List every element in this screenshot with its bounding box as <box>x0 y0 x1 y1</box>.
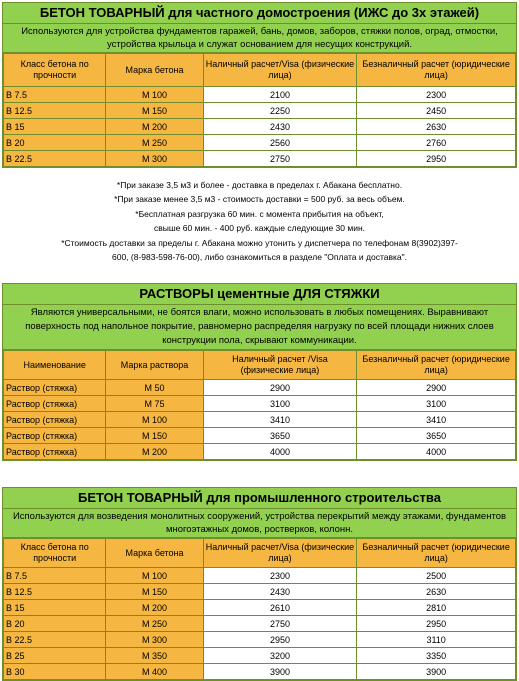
grade-cell: М 150 <box>106 584 203 600</box>
section-screed-mortar <box>2 283 517 461</box>
class-cell: В 25 <box>4 648 106 664</box>
cash-price-cell: 2100 <box>203 87 357 103</box>
class-cell: В 20 <box>4 135 106 151</box>
grade-cell: М 400 <box>106 664 203 680</box>
section-private-concrete <box>2 2 517 168</box>
grade-cell: М 250 <box>106 135 203 151</box>
name-cell: Раствор (стяжка) <box>4 444 106 460</box>
cashless-price-cell: 3110 <box>357 632 516 648</box>
class-cell: В 22.5 <box>4 151 106 167</box>
cashless-price-cell: 2450 <box>357 103 516 119</box>
cashless-price-cell: 2900 <box>357 380 516 396</box>
table-row <box>4 119 516 135</box>
price-table <box>3 350 516 460</box>
cash-price-cell: 2900 <box>203 380 357 396</box>
cashless-price-cell: 3650 <box>357 428 516 444</box>
note-line: *При заказе менее 3,5 м3 - стоимость доставки = 500 руб. за весь объем. <box>114 194 405 205</box>
column-header: Класс бетона по прочности <box>4 54 106 87</box>
column-header: Наличный расчет/Visa (физические лица) <box>203 54 357 87</box>
name-cell: Раствор (стяжка) <box>4 380 106 396</box>
column-header: Наличный расчет /Visa (физические лица) <box>203 351 357 380</box>
grade-cell: М 300 <box>106 151 203 167</box>
cash-price-cell: 2610 <box>203 600 357 616</box>
cashless-price-cell: 2810 <box>357 600 516 616</box>
table-row <box>4 135 516 151</box>
table-row <box>4 444 516 460</box>
column-header: Марка бетона <box>106 54 203 87</box>
grade-cell: М 75 <box>106 396 203 412</box>
table-row <box>4 412 516 428</box>
cash-price-cell: 3900 <box>203 664 357 680</box>
column-header: Наименование <box>4 351 106 380</box>
cashless-price-cell: 2760 <box>357 135 516 151</box>
name-cell: Раствор (стяжка) <box>4 412 106 428</box>
grade-cell: М 200 <box>106 119 203 135</box>
cash-price-cell: 2950 <box>203 632 357 648</box>
column-header: Безналичный расчет (юридические лица) <box>357 539 516 568</box>
grade-cell: М 300 <box>106 632 203 648</box>
section-description: Являются универсальными, не боятся влаги, можно использовать в любых помещениях. Выравнивают поверхность под напольное покрытие, равномерно распределяя нагрузку по всей площади нижних слоев конструкции пола, скрывают коммуникации. <box>3 305 516 350</box>
cashless-price-cell: 3350 <box>357 648 516 664</box>
cashless-price-cell: 2500 <box>357 568 516 584</box>
table-header-row <box>4 351 516 380</box>
name-cell: Раствор (стяжка) <box>4 396 106 412</box>
section-industrial-concrete <box>2 487 517 681</box>
table-row <box>4 568 516 584</box>
section-title: РАСТВОРЫ цементные ДЛЯ СТЯЖКИ <box>3 284 516 305</box>
table-row <box>4 103 516 119</box>
class-cell: В 15 <box>4 119 106 135</box>
note-line: 600, (8-983-598-76-00), либо ознакомиться в разделе "Оплата и доставка". <box>111 252 407 263</box>
column-header: Марка раствора <box>106 351 203 380</box>
cash-price-cell: 3650 <box>203 428 357 444</box>
grade-cell: М 200 <box>106 444 203 460</box>
grade-cell: М 200 <box>106 600 203 616</box>
class-cell: В 20 <box>4 616 106 632</box>
cash-price-cell: 2750 <box>203 616 357 632</box>
name-cell: Раствор (стяжка) <box>4 428 106 444</box>
class-cell: В 22.5 <box>4 632 106 648</box>
cashless-price-cell: 2950 <box>357 616 516 632</box>
table-row <box>4 600 516 616</box>
cash-price-cell: 4000 <box>203 444 357 460</box>
cashless-price-cell: 2630 <box>357 584 516 600</box>
note-line: *При заказе 3,5 м3 и более - доставка в пределах г. Абакана бесплатно. <box>116 180 403 190</box>
table-row <box>4 87 516 103</box>
cash-price-cell: 2250 <box>203 103 357 119</box>
grade-cell: М 150 <box>106 103 203 119</box>
table-header-row <box>4 54 516 87</box>
price-table <box>3 53 516 167</box>
delivery-notes <box>0 178 519 264</box>
class-cell: В 30 <box>4 664 106 680</box>
column-header: Безналичный расчет (юридические лица) <box>357 54 516 87</box>
note-line: *Стоимость доставки за пределы г. Абакана можно утонить у диспетчера по телефонам 8(3902)397- <box>61 237 458 248</box>
table-row <box>4 380 516 396</box>
cashless-price-cell: 2950 <box>357 151 516 167</box>
cash-price-cell: 2430 <box>203 584 357 600</box>
note-line: свыше 60 мин. - 400 руб. каждые следующие 30 мин. <box>153 223 366 234</box>
grade-cell: М 100 <box>106 568 203 584</box>
cashless-price-cell: 3100 <box>357 396 516 412</box>
class-cell: В 15 <box>4 600 106 616</box>
section-title: БЕТОН ТОВАРНЫЙ для промышленного строительства <box>3 488 516 509</box>
class-cell: В 7.5 <box>4 568 106 584</box>
table-row <box>4 648 516 664</box>
table-row <box>4 396 516 412</box>
class-cell: В 7.5 <box>4 87 106 103</box>
cashless-price-cell: 3900 <box>357 664 516 680</box>
cash-price-cell: 3410 <box>203 412 357 428</box>
cashless-price-cell: 2630 <box>357 119 516 135</box>
section-description: Используются для устройства фундаментов гаражей, бань, домов, заборов, стяжки полов, оград, отмостки, устройства крыльца и служат основанием для несущих конструкций. <box>3 24 516 53</box>
table-row <box>4 151 516 167</box>
cashless-price-cell: 4000 <box>357 444 516 460</box>
table-row <box>4 632 516 648</box>
class-cell: В 12.5 <box>4 103 106 119</box>
grade-cell: М 250 <box>106 616 203 632</box>
class-cell: В 12.5 <box>4 584 106 600</box>
column-header: Безналичный расчет (юридические лица) <box>357 351 516 380</box>
grade-cell: М 350 <box>106 648 203 664</box>
cashless-price-cell: 2300 <box>357 87 516 103</box>
column-header: Наличный расчет/Visa (физические лица) <box>203 539 357 568</box>
price-table <box>3 538 516 680</box>
table-row <box>4 664 516 680</box>
section-title: БЕТОН ТОВАРНЫЙ для частного домостроения (ИЖС до 3х этажей) <box>3 3 516 24</box>
cashless-price-cell: 3410 <box>357 412 516 428</box>
grade-cell: М 100 <box>106 412 203 428</box>
section-description: Используются для возведения монолитных сооружений, устройства перекрытий между этажами, фундаментов многоэтажных домов, ростверков, колонн. <box>3 509 516 538</box>
note-line: *Бесплатная разгрузка 60 мин. с момента прибытия на объект, <box>135 208 384 219</box>
column-header: Марка бетона <box>106 539 203 568</box>
cash-price-cell: 3200 <box>203 648 357 664</box>
table-row <box>4 616 516 632</box>
grade-cell: М 50 <box>106 380 203 396</box>
column-header: Класс бетона по прочности <box>4 539 106 568</box>
cash-price-cell: 2430 <box>203 119 357 135</box>
cash-price-cell: 2560 <box>203 135 357 151</box>
cash-price-cell: 2300 <box>203 568 357 584</box>
table-header-row <box>4 539 516 568</box>
table-row <box>4 584 516 600</box>
table-row <box>4 428 516 444</box>
cash-price-cell: 3100 <box>203 396 357 412</box>
cash-price-cell: 2750 <box>203 151 357 167</box>
grade-cell: М 100 <box>106 87 203 103</box>
grade-cell: М 150 <box>106 428 203 444</box>
